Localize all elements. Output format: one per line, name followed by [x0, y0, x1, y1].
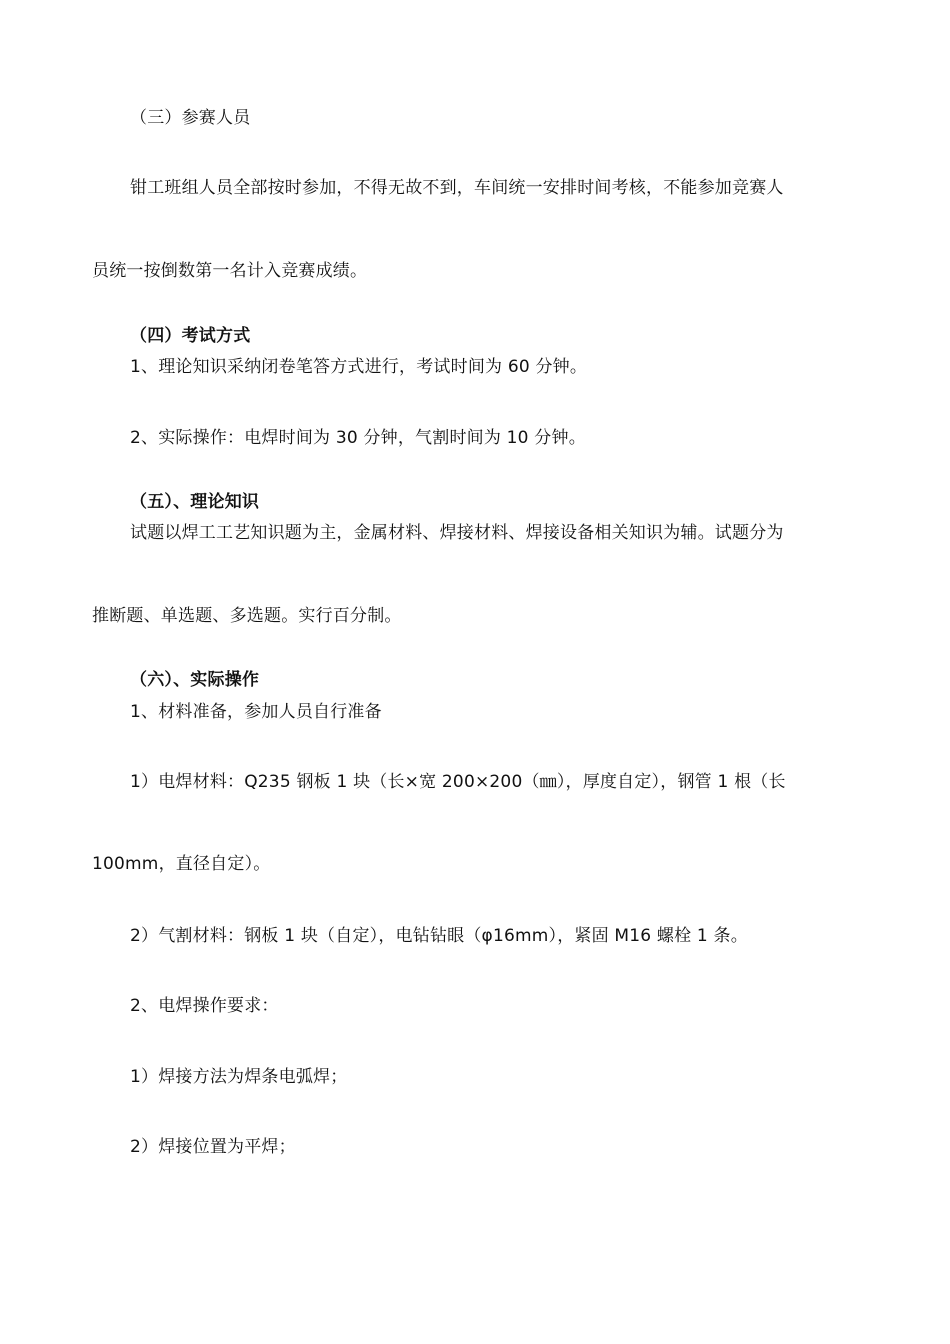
section-6-heading: （六）、实际操作 — [130, 670, 260, 690]
section-4-item-2: 2、实际操作：电焊时间为 30 分钟，气割时间为 10 分钟。 — [130, 428, 586, 448]
section-6-item-2-2: 2）焊接位置为平焊； — [130, 1137, 296, 1157]
section-6-item-2: 2、电焊操作要求： — [130, 996, 279, 1016]
section-5-paragraph-line-2: 推断题、单选题、多选题。实行百分制。 — [92, 606, 402, 626]
section-5-paragraph-line-1: 试题以焊工工艺知识题为主，金属材料、焊接材料、焊接设备相关知识为辅。试题分为 — [130, 523, 784, 543]
section-4-heading: （四）考试方式 — [130, 326, 251, 346]
section-6-item-2-1: 1）焊接方法为焊条电弧焊； — [130, 1067, 348, 1087]
section-5-heading: （五）、理论知识 — [130, 492, 260, 512]
section-6-item-1-1-line-2: 100mm，直径自定）。 — [92, 854, 271, 874]
section-3-paragraph-line-2: 员统一按倒数第一名计入竞赛成绩。 — [92, 261, 368, 281]
section-3-heading: （三）参赛人员 — [130, 108, 251, 128]
section-4-item-1: 1、理论知识采纳闭卷笔答方式进行，考试时间为 60 分钟。 — [130, 357, 588, 377]
section-6-item-1-1-line-1: 1）电焊材料：Q235 钢板 1 块（长×宽 200×200（㎜），厚度自定），钢管 1 根（长 — [130, 772, 786, 792]
section-6-item-1: 1、材料准备，参加人员自行准备 — [130, 702, 382, 722]
section-6-item-1-2: 2）气割材料：钢板 1 块（自定），电钻钻眼（φ16mm），紧固 M16 螺栓 1 条。 — [130, 926, 748, 946]
section-3-paragraph-line-1: 钳工班组人员全部按时参加，不得无故不到，车间统一安排时间考核，不能参加竞赛人 — [130, 178, 784, 198]
